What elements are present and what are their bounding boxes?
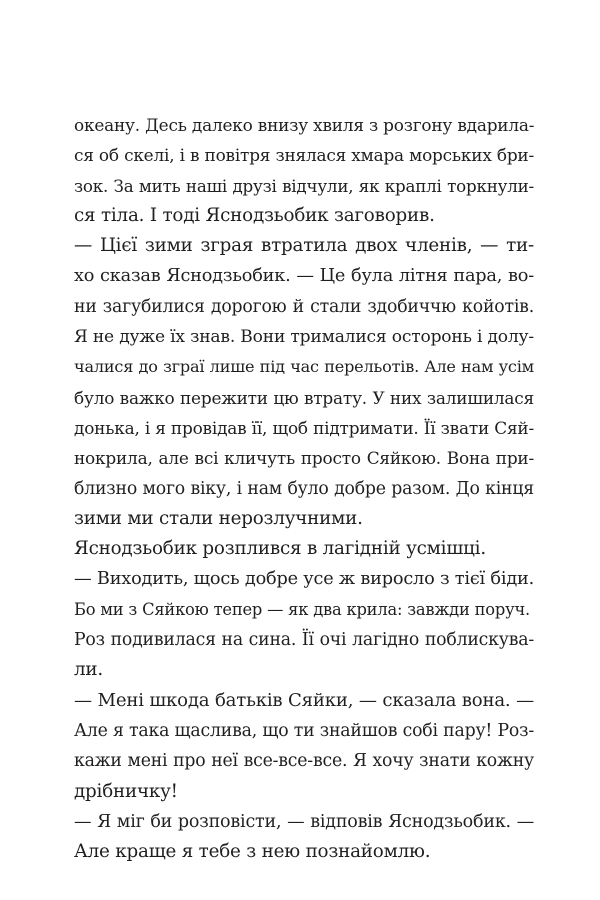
text-line: Бо ми з Сяйкою тепер — як два крила: завжди поруч. xyxy=(74,599,531,619)
text-line: — Цієї зими зграя втратила двох членів, — ти- xyxy=(74,235,534,257)
body-text xyxy=(74,110,534,867)
text-line: було важко пережити цю втрату. У них залишилася xyxy=(74,387,534,408)
text-line: — Мені шкода батьків Сяйки, — сказала вона. — xyxy=(74,689,534,711)
text-line: зими ми стали нерозлучними. xyxy=(74,507,363,529)
text-line: Але я така щаслива, що ти знайшов собі пару! Роз- xyxy=(74,720,534,741)
text-line: Я не дуже їх знав. Вони трималися осторонь і долу- xyxy=(74,327,534,348)
text-line: — Виходить, щось добре усе ж виросло з тієї біди. xyxy=(74,569,535,590)
text-line: кажи мені про неї все-все-все. Я хочу знати кожну xyxy=(74,751,534,772)
text-line: ли. xyxy=(74,659,104,681)
text-line: зок. За мить наші друзі відчули, як краплі торкнули- xyxy=(74,175,534,196)
text-line: Яснодзьобик розплився в лагідній усмішці. xyxy=(74,538,486,560)
text-line: чалися до зграї лише під час перельотів. Але нам усім xyxy=(74,357,534,377)
text-line: Роз подивилася на сина. Її очі лагідно поблискува- xyxy=(74,630,534,651)
text-line: Але краще я тебе з нею познайомлю. xyxy=(74,841,431,863)
text-line: — Я міг би розповісти, — відповів Яснодзьобик. — xyxy=(74,811,534,832)
text-line: ни загубилися дорогою й стали здобиччю койотів. xyxy=(74,296,534,317)
text-line: хо сказав Яснодзьобик. — Це була літня пара, во- xyxy=(74,266,534,287)
text-line: донька, і я провідав її, щоб підтримати. Її звати Сяй- xyxy=(74,417,534,438)
text-line: нокрила, але всі кличуть просто Сяйкою. Вона при- xyxy=(74,448,534,469)
text-line: океану. Десь далеко внизу хвиля з розгону вдарила- xyxy=(74,115,535,135)
text-line: близно мого віку, і нам було добре разом. До кінця xyxy=(74,478,534,499)
text-line: ся тіла. І тоді Яснодзьобик заговорив. xyxy=(74,204,435,226)
text-line: дрібничку! xyxy=(74,780,178,802)
text-line: ся об скелі, і в повітря знялася хмара морських бри- xyxy=(74,145,534,166)
